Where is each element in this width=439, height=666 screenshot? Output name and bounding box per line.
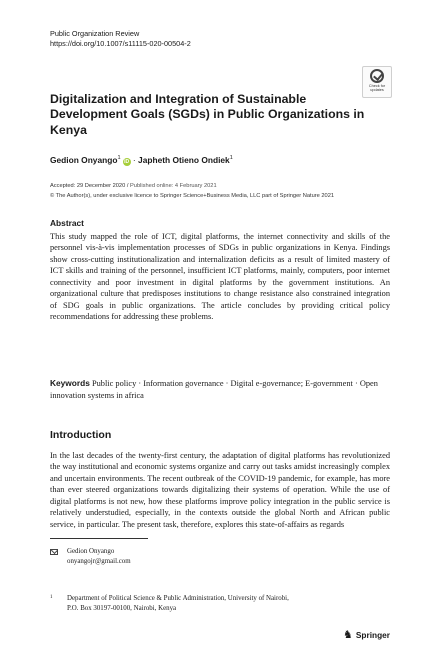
contact-name: Gedion Onyango: [67, 548, 115, 555]
journal-header: [50, 29, 191, 49]
publisher-logo: [343, 630, 390, 640]
article-dates: Accepted: 29 December 2020 / Published online: 4 February 2021: [50, 183, 217, 189]
affiliation-line: P.O. Box 30197-00100, Nairobi, Kenya: [67, 604, 177, 612]
footnote-divider: [50, 538, 148, 539]
abstract-body: This study mapped the role of ICT, digital platforms, the internet connectivity and skills of the personnel vis-à-vis implementation processes of SDGs in public organizations in Kenya. Findings show cross-cutting institutionalization and internalization deficits as a result of limited mastery of ICT skills and training of the personnel, insufficient ICT platforms, mainly, computers, poor internet connectivity and poor investment in digital platforms by the government institutions. An organizational culture that predisposes institutions to change resistance also constrained integration of SDG goals in public organizations. The article concludes by providing critical policy recommendations for addressing these problems.: [50, 232, 390, 322]
springer-horse-icon: ♞: [343, 629, 353, 641]
doi-link[interactable]: https://doi.org/10.1007/s11115-020-00504-2: [50, 39, 191, 48]
abstract-section: [50, 218, 390, 323]
journal-name: Public Organization Review: [50, 29, 140, 38]
author-name[interactable]: Gedion Onyango: [50, 154, 118, 165]
accepted-date: Accepted: 29 December 2020: [50, 183, 126, 189]
keywords-list: Public policy · Information governance · Digital e-governance; E-government · Open innovation systems in africa: [50, 379, 378, 400]
badge-line-2: updates: [370, 88, 384, 93]
envelope-icon: [50, 549, 58, 555]
author-affiliation-ref: 1: [117, 155, 121, 161]
author-name[interactable]: Japheth Otieno Ondiek: [138, 154, 230, 165]
badge-line-1: Check for: [368, 84, 386, 88]
publisher-name: Springer: [355, 630, 390, 640]
affiliation-line: Department of Political Science & Public Administration, University of Nairobi,: [67, 595, 289, 602]
orcid-icon[interactable]: iD: [124, 158, 130, 165]
contact-email[interactable]: onyangojr@gmail.com: [67, 557, 131, 565]
introduction-body: In the last decades of the twenty-first century, the adaptation of digital platforms has revolutionized the way institutional and economic systems organize and carry out tasks amidst increasingly complex and uncertain environments. The recent outbreak of the COVID-19 pandemic, for example, has more than ever steered organizations towards digitalizing their systems of operation. While the use of digital platforms is not new, how these platforms improve policy integration in the public service is relatively understudied, especially, in the contexts outside the global North and African public service, in particular. The present task, therefore, explores this state-of-affairs as regards: [50, 451, 390, 529]
author-separator: ·: [132, 154, 136, 165]
keywords-section: [50, 378, 390, 401]
author-list: [50, 152, 233, 166]
check-for-updates-icon: [370, 69, 384, 83]
copyright-notice: © The Author(s), under exclusive licence to Springer Science+Business Media, LLC part of Springer Nature 2021: [50, 193, 335, 199]
keywords-label: Keywords: [50, 378, 90, 388]
article-title: Digitalization and Integration of Sustainable Development Goals (SGDs) in Public Organizations in Kenya: [50, 92, 365, 137]
introduction-heading: Introduction: [50, 429, 112, 441]
author-affiliation-ref: 1: [229, 155, 233, 161]
affiliation-footnote: [50, 594, 289, 613]
published-date: Published online: 4 February 2021: [130, 183, 217, 189]
corresponding-author: [50, 547, 131, 566]
abstract-heading: Abstract: [50, 218, 84, 228]
affiliation-number: 1: [50, 595, 53, 600]
